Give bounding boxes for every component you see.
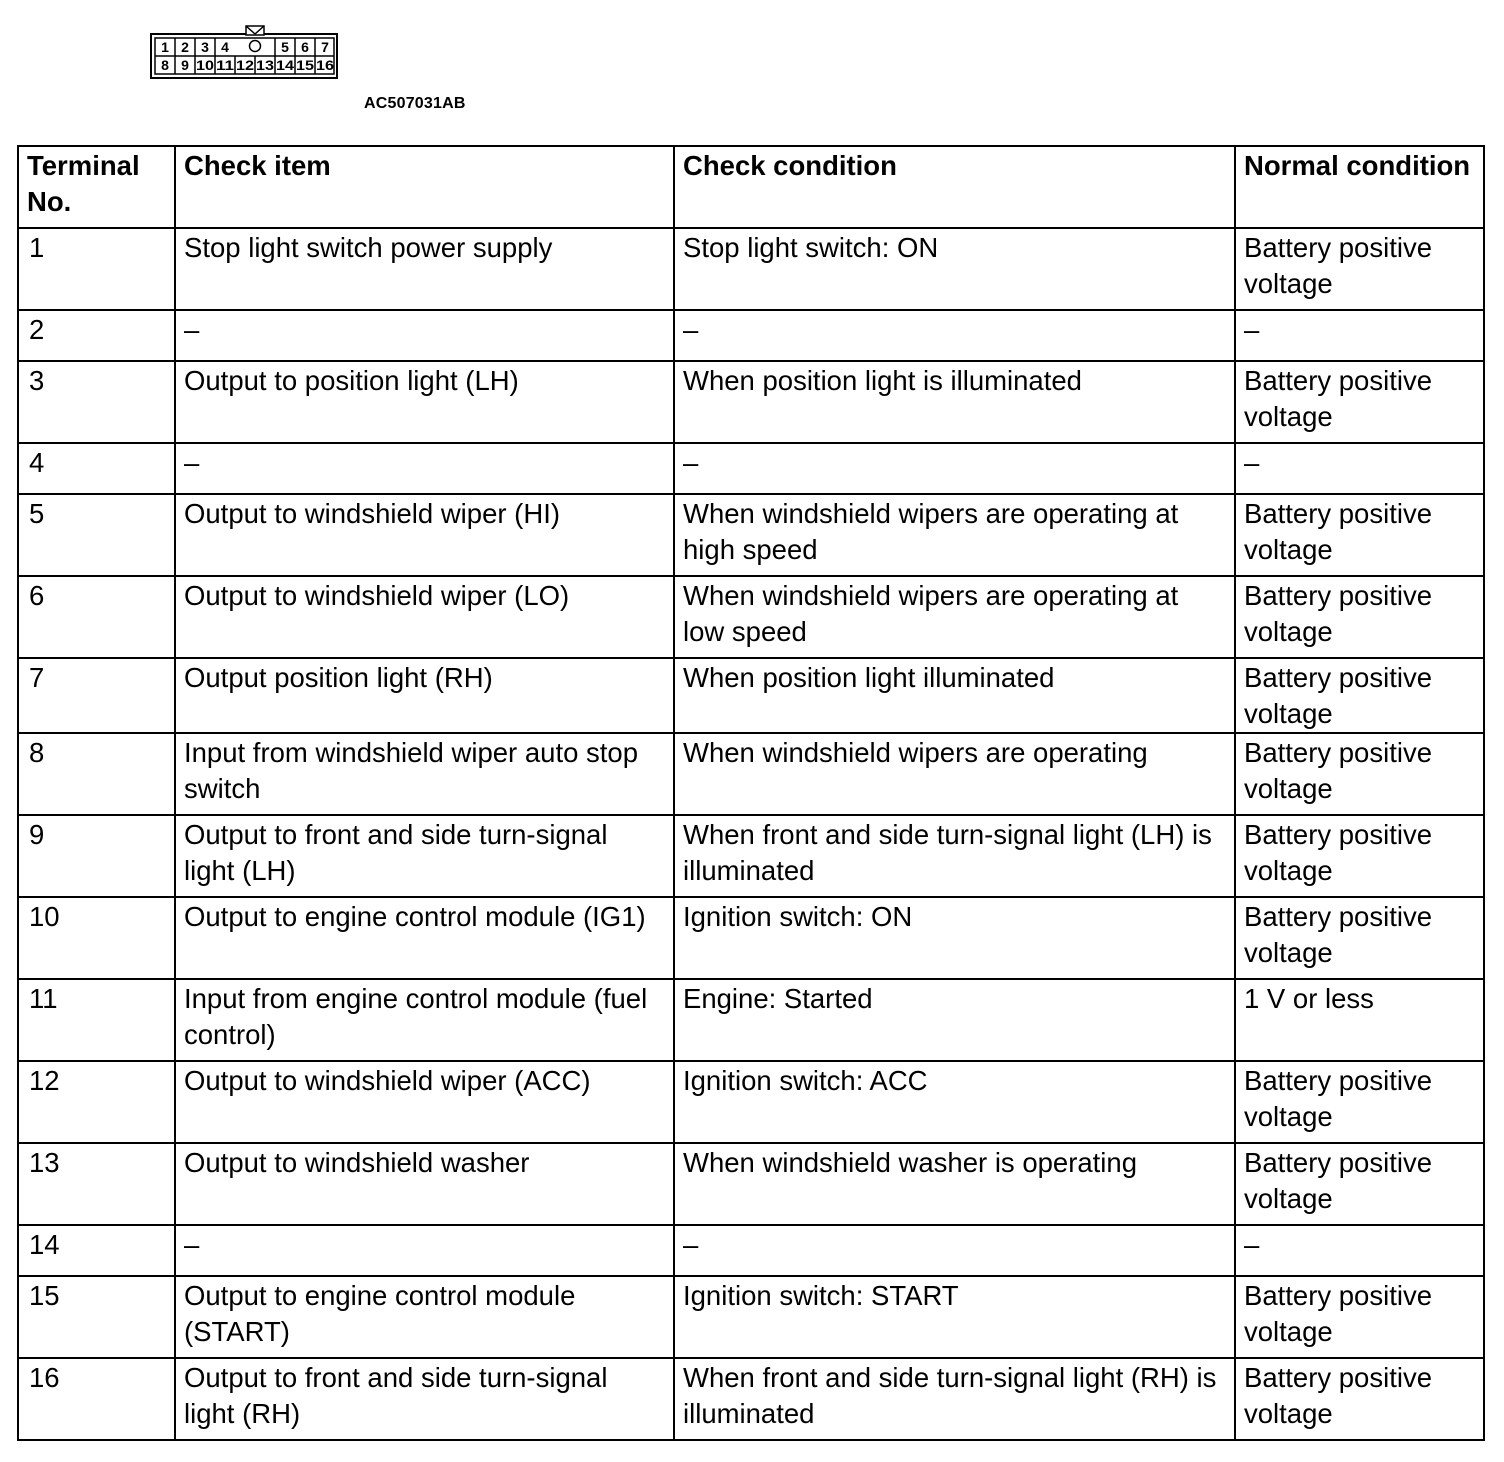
terminal-no: 7 xyxy=(18,658,175,733)
normal-condition: Battery positive voltage xyxy=(1235,1358,1484,1440)
normal-condition: Battery positive voltage xyxy=(1235,1143,1484,1225)
terminal-no: 12 xyxy=(18,1061,175,1143)
terminal-no: 1 xyxy=(18,228,175,310)
normal-condition: Battery positive voltage xyxy=(1235,1061,1484,1143)
check-condition: Stop light switch: ON xyxy=(674,228,1235,310)
table-row xyxy=(18,494,1484,576)
header-normal-condition: Normal condition xyxy=(1235,146,1484,228)
table-row xyxy=(18,576,1484,658)
check-item: Output to windshield wiper (HI) xyxy=(175,494,674,576)
check-condition: – xyxy=(674,443,1235,494)
check-item: – xyxy=(175,443,674,494)
table-row xyxy=(18,228,1484,310)
connector-diagram xyxy=(150,25,338,79)
normal-condition: Battery positive voltage xyxy=(1235,361,1484,443)
check-item: Output position light (RH) xyxy=(175,658,674,733)
check-item: Output to windshield wiper (ACC) xyxy=(175,1061,674,1143)
terminal-no: 13 xyxy=(18,1143,175,1225)
check-condition: Ignition switch: ACC xyxy=(674,1061,1235,1143)
normal-condition: – xyxy=(1235,443,1484,494)
pin-label: 5 xyxy=(281,39,289,55)
check-condition: When front and side turn-signal light (RH) is illuminated xyxy=(674,1358,1235,1440)
table-row xyxy=(18,1225,1484,1276)
check-item: Stop light switch power supply xyxy=(175,228,674,310)
normal-condition: 1 V or less xyxy=(1235,979,1484,1061)
check-item: Output to engine control module (IG1) xyxy=(175,897,674,979)
pin-label: 9 xyxy=(181,57,189,73)
check-condition: Ignition switch: ON xyxy=(674,897,1235,979)
check-condition: – xyxy=(674,310,1235,361)
terminal-no: 11 xyxy=(18,979,175,1061)
normal-condition: Battery positive voltage xyxy=(1235,815,1484,897)
terminal-no: 5 xyxy=(18,494,175,576)
header-check-item: Check item xyxy=(175,146,674,228)
header-terminal-no: Terminal No. xyxy=(18,146,175,228)
table-row xyxy=(18,1061,1484,1143)
pin-label: 16 xyxy=(316,57,335,73)
normal-condition: Battery positive voltage xyxy=(1235,658,1484,733)
check-condition: When position light illuminated xyxy=(674,658,1235,733)
terminal-no: 9 xyxy=(18,815,175,897)
check-condition: When windshield washer is operating xyxy=(674,1143,1235,1225)
terminal-no: 4 xyxy=(18,443,175,494)
terminal-no: 14 xyxy=(18,1225,175,1276)
normal-condition: Battery positive voltage xyxy=(1235,733,1484,815)
pin-label: 13 xyxy=(256,57,275,73)
normal-condition: Battery positive voltage xyxy=(1235,1276,1484,1358)
check-item: Output to front and side turn-signal light (LH) xyxy=(175,815,674,897)
pin-label: 6 xyxy=(301,39,309,55)
pin-label: 14 xyxy=(276,57,295,73)
check-condition: – xyxy=(674,1225,1235,1276)
table-row xyxy=(18,897,1484,979)
check-condition: When windshield wipers are operating xyxy=(674,733,1235,815)
pin-label: 11 xyxy=(216,57,235,73)
check-item: Input from windshield wiper auto stop switch xyxy=(175,733,674,815)
check-condition: Engine: Started xyxy=(674,979,1235,1061)
pin-label: 8 xyxy=(161,57,169,73)
terminal-no: 6 xyxy=(18,576,175,658)
table-row xyxy=(18,1143,1484,1225)
table-row xyxy=(18,361,1484,443)
check-item: – xyxy=(175,1225,674,1276)
normal-condition: – xyxy=(1235,310,1484,361)
table-header-row xyxy=(18,146,1484,228)
table-row xyxy=(18,658,1484,733)
check-item: – xyxy=(175,310,674,361)
check-item: Output to windshield wiper (LO) xyxy=(175,576,674,658)
terminal-no: 2 xyxy=(18,310,175,361)
pin-label: 15 xyxy=(296,57,315,73)
check-condition: When position light is illuminated xyxy=(674,361,1235,443)
pin-label: 2 xyxy=(181,39,189,55)
table-row xyxy=(18,443,1484,494)
pin-label: 12 xyxy=(236,57,255,73)
terminal-no: 15 xyxy=(18,1276,175,1358)
terminal-check-table xyxy=(17,145,1485,1441)
table-row xyxy=(18,1276,1484,1358)
normal-condition: Battery positive voltage xyxy=(1235,228,1484,310)
table-row xyxy=(18,1358,1484,1440)
header-check-condition: Check condition xyxy=(674,146,1235,228)
pin-label: 10 xyxy=(196,57,215,73)
table-row xyxy=(18,979,1484,1061)
terminal-no: 16 xyxy=(18,1358,175,1440)
table-row xyxy=(18,310,1484,361)
check-condition: Ignition switch: START xyxy=(674,1276,1235,1358)
check-condition: When windshield wipers are operating at low speed xyxy=(674,576,1235,658)
normal-condition: Battery positive voltage xyxy=(1235,494,1484,576)
normal-condition: – xyxy=(1235,1225,1484,1276)
pin-label: 4 xyxy=(221,39,229,55)
check-item: Output to front and side turn-signal light (RH) xyxy=(175,1358,674,1440)
check-condition: When windshield wipers are operating at high speed xyxy=(674,494,1235,576)
table-row xyxy=(18,733,1484,815)
pin-label: 7 xyxy=(321,39,329,55)
check-item: Output to windshield washer xyxy=(175,1143,674,1225)
normal-condition: Battery positive voltage xyxy=(1235,897,1484,979)
terminal-no: 10 xyxy=(18,897,175,979)
table-row xyxy=(18,815,1484,897)
terminal-no: 3 xyxy=(18,361,175,443)
check-condition: When front and side turn-signal light (LH) is illuminated xyxy=(674,815,1235,897)
pin-label: 3 xyxy=(201,39,209,55)
terminal-no: 8 xyxy=(18,733,175,815)
pin-label: 1 xyxy=(161,39,169,55)
check-item: Input from engine control module (fuel control) xyxy=(175,979,674,1061)
figure-code: AC507031AB xyxy=(364,95,466,112)
check-item: Output to position light (LH) xyxy=(175,361,674,443)
check-item: Output to engine control module (START) xyxy=(175,1276,674,1358)
normal-condition: Battery positive voltage xyxy=(1235,576,1484,658)
